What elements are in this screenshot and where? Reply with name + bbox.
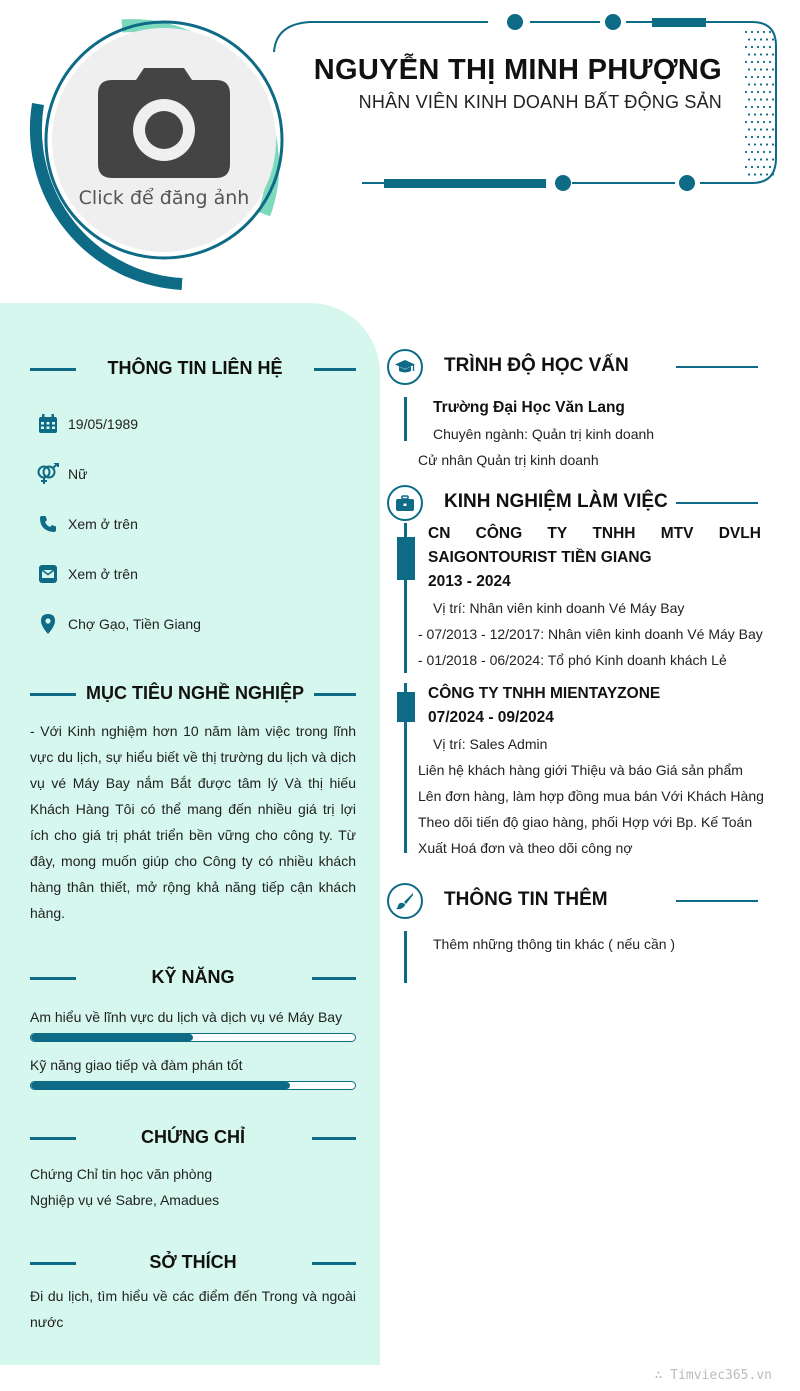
pattern-dot — [763, 76, 765, 78]
pattern-dot — [772, 68, 774, 70]
pattern-dot — [748, 143, 750, 145]
pattern-dot — [748, 83, 750, 85]
photo-upload[interactable] — [52, 28, 276, 252]
job-period: 2013 - 2024 — [428, 573, 511, 590]
pattern-dot — [757, 46, 759, 48]
brush-icon — [396, 892, 414, 910]
email-icon — [36, 562, 60, 586]
pattern-dot — [751, 151, 753, 153]
contact-phone — [36, 512, 138, 536]
job-detail: Lên đơn hàng, làm hợp đồng mua bán Với Khách Hàng — [418, 788, 764, 804]
hobbies-text: Đi du lịch, tìm hiểu về các điểm đến Trong và ngoài nước — [30, 1288, 356, 1330]
hobbies-heading: SỞ THÍCH — [149, 1252, 237, 1272]
job-company-word: CÔNG — [475, 525, 523, 542]
pattern-dot — [757, 31, 759, 33]
contact-value: Xem ở trên — [68, 516, 138, 532]
pattern-dot — [757, 61, 759, 63]
pattern-dot — [772, 83, 774, 85]
pattern-dot — [763, 151, 765, 153]
pattern-dot — [760, 53, 762, 55]
pattern-dot — [751, 91, 753, 93]
calendar-icon — [36, 412, 60, 436]
pattern-dot — [751, 31, 753, 33]
section-divider — [312, 977, 356, 980]
section-divider — [30, 977, 76, 980]
pattern-dot — [772, 143, 774, 145]
pattern-dot — [763, 136, 765, 138]
contact-value: Chợ Gạo, Tiền Giang — [68, 616, 201, 632]
section-divider — [312, 1137, 356, 1140]
job-detail: Liên hệ khách hàng giới Thiệu và báo Giá sản phẩm — [418, 762, 743, 778]
pattern-dot — [763, 106, 765, 108]
pattern-dot — [760, 158, 762, 160]
pattern-dot — [745, 31, 747, 33]
pattern-dot — [745, 166, 747, 168]
pattern-dot — [763, 166, 765, 168]
pattern-dot — [766, 173, 768, 175]
pattern-dot — [745, 91, 747, 93]
pattern-dot — [757, 136, 759, 138]
education-school: Trường Đại Học Văn Lang — [433, 399, 625, 416]
pattern-dot — [754, 128, 756, 130]
extra-text: Thêm những thông tin khác ( nếu cần ) — [433, 936, 676, 952]
pattern-dot — [769, 46, 771, 48]
pattern-dot — [754, 38, 756, 40]
experience-icon-badge — [387, 485, 423, 521]
pattern-dot — [763, 31, 765, 33]
skill-bar — [30, 1033, 356, 1042]
pattern-dot — [745, 136, 747, 138]
experience-heading: KINH NGHIỆM LÀM VIỆC — [444, 491, 668, 512]
pattern-dot — [766, 98, 768, 100]
objective-text: - Với Kinh nghiệm hơn 10 năm làm việc trong lĩnh vực du lịch, sự hiểu biết về thị trường du lịch và dịch vụ vé Máy Bay nắm Bắt được tâm lý Và thị hiếu Khách Hàng Tôi có thể mang đến nhiều giá trị lợi ích cho giá trị phát triển bền vững cho công ty. Từ đây, mong muốn giúp cho Công ty có nhiều khách hàng thân thiết, mở rộng khả năng tiếp cận khách hàng. — [30, 723, 356, 921]
pattern-dot — [748, 38, 750, 40]
skills-heading: KỸ NĂNG — [151, 967, 235, 987]
contact-value: Nữ — [68, 466, 88, 482]
pattern-dot — [748, 158, 750, 160]
pattern-dot — [748, 128, 750, 130]
pattern-dot — [772, 128, 774, 130]
section-divider — [676, 366, 758, 368]
pattern-dot — [751, 121, 753, 123]
education-heading: TRÌNH ĐỘ HỌC VẤN — [444, 355, 629, 376]
watermark: ∴ Timviec365.vn — [654, 1368, 772, 1383]
extra-heading: THÔNG TIN THÊM — [444, 889, 608, 910]
pattern-dot — [748, 98, 750, 100]
section-divider — [30, 1262, 76, 1265]
pattern-dot — [766, 158, 768, 160]
job-position: Vị trí: Nhân viên kinh doanh Vé Máy Bay — [433, 600, 685, 616]
pattern-dot — [769, 136, 771, 138]
pattern-dot — [769, 76, 771, 78]
pattern-dot — [751, 46, 753, 48]
pattern-dot — [769, 151, 771, 153]
pattern-dot — [760, 38, 762, 40]
job-company-word: MTV — [660, 525, 694, 542]
graduation-cap-icon — [395, 359, 415, 375]
pattern-dot — [763, 91, 765, 93]
pattern-dot — [757, 76, 759, 78]
contact-gender — [36, 462, 87, 486]
certificates-heading: CHỨNG CHỈ — [141, 1127, 245, 1147]
contact-heading: THÔNG TIN LIÊN HỆ — [107, 358, 283, 378]
pattern-dot — [760, 143, 762, 145]
certificate-item: Chứng Chỉ tin học văn phòng — [30, 1166, 213, 1182]
pattern-dot — [769, 121, 771, 123]
pattern-dot — [772, 53, 774, 55]
candidate-job-title: NHÂN VIÊN KINH DOANH BẤT ĐỘNG SẢN — [358, 92, 722, 112]
pattern-dot — [748, 53, 750, 55]
skill-label: Am hiểu về lĩnh vực du lịch và dịch vụ vé Máy Bay — [30, 1009, 343, 1025]
pattern-dot — [757, 121, 759, 123]
pattern-dot — [769, 31, 771, 33]
job-company-word: TY — [547, 525, 568, 542]
job-detail: - 07/2013 - 12/2017: Nhân viên kinh doanh Vé Máy Bay — [418, 626, 763, 642]
pattern-dot — [745, 46, 747, 48]
pattern-dot — [751, 166, 753, 168]
pattern-dot — [754, 83, 756, 85]
contact-value: Xem ở trên — [68, 566, 138, 582]
pattern-dot — [772, 173, 774, 175]
contact-birthday — [36, 412, 138, 436]
pattern-dot — [751, 106, 753, 108]
skill-fill — [31, 1082, 290, 1089]
pattern-dot — [772, 38, 774, 40]
extra-icon-badge — [387, 883, 423, 919]
pattern-dot — [772, 98, 774, 100]
education-icon-badge — [387, 349, 423, 385]
section-divider — [30, 693, 76, 696]
pattern-dot — [754, 113, 756, 115]
pattern-dot — [772, 158, 774, 160]
gender-icon — [36, 462, 60, 486]
pattern-dot — [760, 68, 762, 70]
section-divider — [30, 368, 76, 371]
objective-heading: MỤC TIÊU NGHỀ NGHIỆP — [85, 683, 304, 703]
pattern-dot — [757, 91, 759, 93]
pattern-dot — [763, 61, 765, 63]
pattern-dot — [760, 113, 762, 115]
pattern-dot — [751, 76, 753, 78]
pattern-dot — [766, 38, 768, 40]
pattern-dot — [769, 61, 771, 63]
pattern-dot — [751, 136, 753, 138]
pattern-dot — [757, 166, 759, 168]
contact-email — [36, 562, 138, 586]
pattern-dot — [754, 98, 756, 100]
pattern-dot — [769, 91, 771, 93]
pattern-dot — [757, 151, 759, 153]
pattern-dot — [745, 106, 747, 108]
job-detail: - 01/2018 - 06/2024: Tổ phó Kinh doanh khách Lẻ — [418, 652, 727, 668]
pattern-dot — [766, 143, 768, 145]
camera-icon — [98, 66, 230, 178]
pattern-dot — [757, 106, 759, 108]
pattern-dot — [763, 121, 765, 123]
education-major: Chuyên ngành: Quản trị kinh doanh — [433, 426, 655, 442]
pattern-dot — [766, 113, 768, 115]
timeline-marker — [397, 692, 415, 722]
section-divider — [314, 693, 356, 696]
timeline-bar — [404, 397, 407, 441]
pattern-dot — [751, 61, 753, 63]
briefcase-icon — [396, 495, 414, 511]
pattern-dot — [760, 98, 762, 100]
timeline-bar — [404, 931, 407, 983]
pattern-dot — [766, 53, 768, 55]
contact-address — [36, 612, 201, 636]
pattern-dot — [745, 61, 747, 63]
job-company-word: DVLH — [718, 525, 761, 542]
pattern-dot — [745, 151, 747, 153]
skill-bar — [30, 1081, 356, 1090]
section-divider — [312, 1262, 356, 1265]
pattern-dot — [745, 76, 747, 78]
pattern-dot — [748, 68, 750, 70]
pattern-dot — [769, 166, 771, 168]
section-divider — [30, 1137, 76, 1140]
pattern-dot — [766, 83, 768, 85]
certificate-item: Nghiệp vụ vé Sabre, Amadues — [30, 1192, 220, 1208]
job-company-word: CN — [428, 525, 451, 542]
pattern-dot — [772, 113, 774, 115]
job-company-line2: SAIGONTOURIST TIỀN GIANG — [428, 549, 652, 566]
pattern-dot — [748, 113, 750, 115]
pattern-dot — [754, 173, 756, 175]
job-company — [428, 525, 761, 543]
pattern-dot — [754, 143, 756, 145]
pattern-dot — [754, 68, 756, 70]
location-icon — [36, 612, 60, 636]
pattern-dot — [763, 46, 765, 48]
photo-caption: Click để đăng ảnh — [78, 187, 250, 209]
pattern-dot — [766, 68, 768, 70]
phone-icon — [36, 512, 60, 536]
pattern-dot — [748, 173, 750, 175]
education-degree: Cử nhân Quản trị kinh doanh — [418, 452, 599, 468]
pattern-dot — [745, 121, 747, 123]
pattern-dot — [760, 173, 762, 175]
candidate-name: NGUYỄN THỊ MINH PHƯỢNG — [313, 54, 722, 86]
pattern-dot — [760, 83, 762, 85]
pattern-dot — [766, 128, 768, 130]
section-divider — [314, 368, 356, 371]
pattern-dot — [754, 53, 756, 55]
section-divider — [676, 502, 758, 504]
job-detail: Theo dõi tiến độ giao hàng, phối Hợp với Bp. Kế Toán — [418, 814, 753, 830]
pattern-dot — [754, 158, 756, 160]
skill-fill — [31, 1034, 193, 1041]
job-company: CÔNG TY TNHH MIENTAYZONE — [428, 685, 661, 702]
section-divider — [676, 900, 758, 902]
timeline-marker — [397, 537, 415, 580]
job-detail: Xuất Hoá đơn và theo dõi công nợ — [418, 840, 633, 856]
skill-label: Kỹ năng giao tiếp và đàm phán tốt — [30, 1057, 243, 1073]
job-period: 07/2024 - 09/2024 — [428, 709, 554, 726]
pattern-dot — [769, 106, 771, 108]
job-position: Vị trí: Sales Admin — [433, 736, 548, 752]
contact-value: 19/05/1989 — [68, 416, 139, 432]
pattern-dot — [760, 128, 762, 130]
job-company-word: TNHH — [592, 525, 636, 542]
